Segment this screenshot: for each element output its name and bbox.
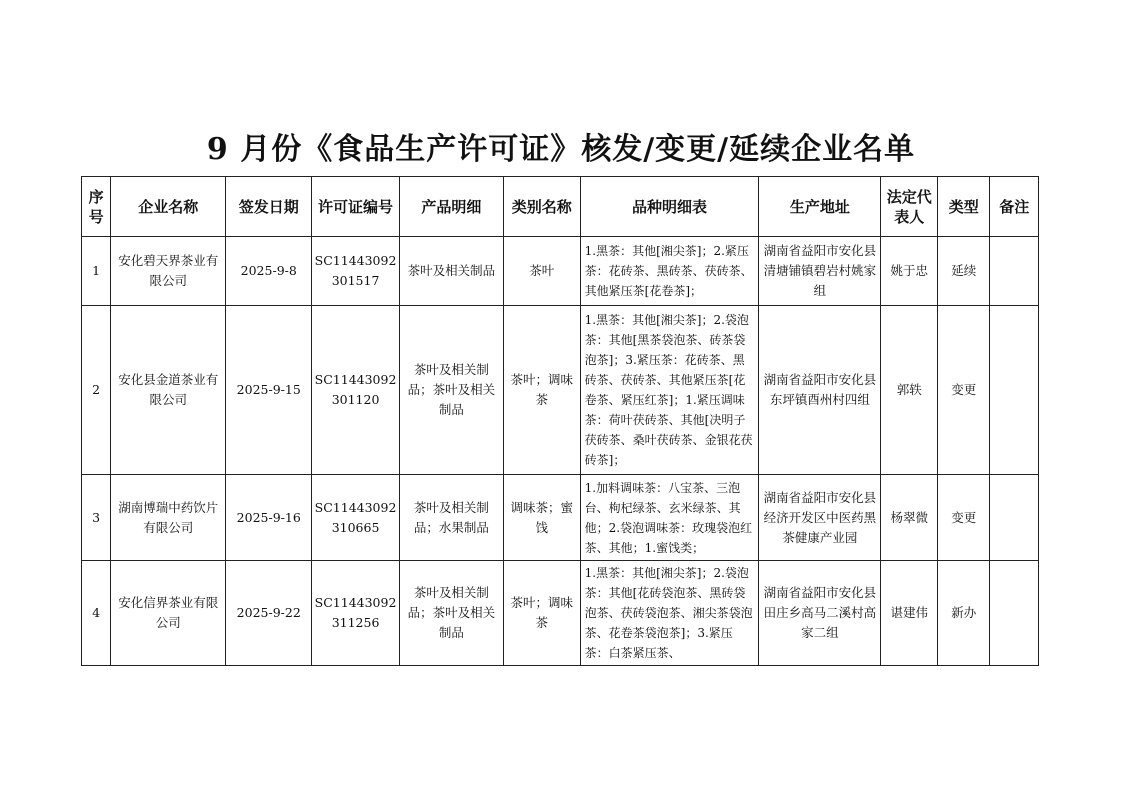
header-products: 产品明细 [399,177,503,237]
header-type: 类型 [937,177,989,237]
cell-legal-rep: 郭轶 [881,306,938,475]
header-license-no: 许可证编号 [312,177,400,237]
cell-address: 湖南省益阳市安化县东坪镇酉州村四组 [759,306,881,475]
header-remark: 备注 [990,177,1039,237]
cell-products: 茶叶及相关制品；水果制品 [399,475,503,561]
cell-license-no: SC11443092311256 [312,561,400,666]
header-seq: 序号 [82,177,111,237]
cell-category: 茶叶 [503,237,580,306]
cell-company: 安化碧天界茶业有限公司 [111,237,226,306]
cell-issue-date: 2025-9-15 [226,306,312,475]
cell-variety-list: 1.黑茶：其他[湘尖茶]；2.紧压茶：花砖茶、黑砖茶、茯砖茶、其他紧压茶[花卷茶]； [580,237,759,306]
cell-type: 变更 [937,306,989,475]
header-variety-list: 品种明细表 [580,177,759,237]
cell-variety-list: 1.黑茶：其他[湘尖茶]；2.袋泡茶：其他[黑茶袋泡茶、砖茶袋泡茶]；3.紧压茶：花砖茶、黑砖茶、茯砖茶、其他紧压茶[花卷茶、紧压红茶]；1.紧压调味茶：荷叶茯砖茶、其他[决明子茯砖茶、桑叶茯砖茶、金银花茯砖茶]； [580,306,759,475]
cell-variety-list: 1.加料调味茶：八宝茶、三泡台、枸杞绿茶、玄米绿茶、其他；2.袋泡调味茶：玫瑰袋泡红茶、其他；1.蜜饯类； [580,475,759,561]
cell-legal-rep: 姚于忠 [881,237,938,306]
cell-license-no: SC11443092301517 [312,237,400,306]
cell-legal-rep: 谌建伟 [881,561,938,666]
cell-products: 茶叶及相关制品；茶叶及相关制品 [399,306,503,475]
cell-seq: 2 [82,306,111,475]
cell-category: 茶叶；调味茶 [503,306,580,475]
document-title: 9 月份《食品生产许可证》核发/变更/延续企业名单 [206,132,916,167]
cell-address: 湖南省益阳市安化县清塘铺镇碧岩村姚家组 [759,237,881,306]
license-table [81,176,1039,666]
cell-company: 安化信界茶业有限公司 [111,561,226,666]
header-legal-rep: 法定代表人 [881,177,938,237]
cell-seq: 3 [82,475,111,561]
header-address: 生产地址 [759,177,881,237]
cell-category: 茶叶；调味茶 [503,561,580,666]
table-row [82,237,1039,306]
cell-variety-list: 1.黑茶：其他[湘尖茶]；2.袋泡茶：其他[花砖袋泡茶、黑砖袋泡茶、茯砖袋泡茶、湘尖茶袋泡茶、花卷茶袋泡茶]；3.紧压茶：白茶紧压茶、 [580,561,759,666]
table-row [82,475,1039,561]
cell-remark [990,306,1039,475]
cell-legal-rep: 杨翠微 [881,475,938,561]
cell-type: 新办 [937,561,989,666]
cell-seq: 4 [82,561,111,666]
cell-address: 湖南省益阳市安化县田庄乡高马二溪村高家二组 [759,561,881,666]
cell-type: 变更 [937,475,989,561]
cell-category: 调味茶；蜜饯 [503,475,580,561]
table-row [82,306,1039,475]
header-issue-date: 签发日期 [226,177,312,237]
cell-issue-date: 2025-9-8 [226,237,312,306]
header-company: 企业名称 [111,177,226,237]
cell-remark [990,561,1039,666]
header-category: 类别名称 [503,177,580,237]
cell-products: 茶叶及相关制品 [399,237,503,306]
cell-type: 延续 [937,237,989,306]
cell-issue-date: 2025-9-16 [226,475,312,561]
cell-issue-date: 2025-9-22 [226,561,312,666]
cell-company: 湖南博瑞中药饮片有限公司 [111,475,226,561]
cell-address: 湖南省益阳市安化县经济开发区中医药黑茶健康产业园 [759,475,881,561]
table-row [82,561,1039,666]
cell-remark [990,475,1039,561]
cell-products: 茶叶及相关制品；茶叶及相关制品 [399,561,503,666]
cell-license-no: SC11443092310665 [312,475,400,561]
cell-license-no: SC11443092301120 [312,306,400,475]
cell-seq: 1 [82,237,111,306]
cell-company: 安化县金道茶业有限公司 [111,306,226,475]
table-header-row [82,177,1039,237]
cell-remark [990,237,1039,306]
